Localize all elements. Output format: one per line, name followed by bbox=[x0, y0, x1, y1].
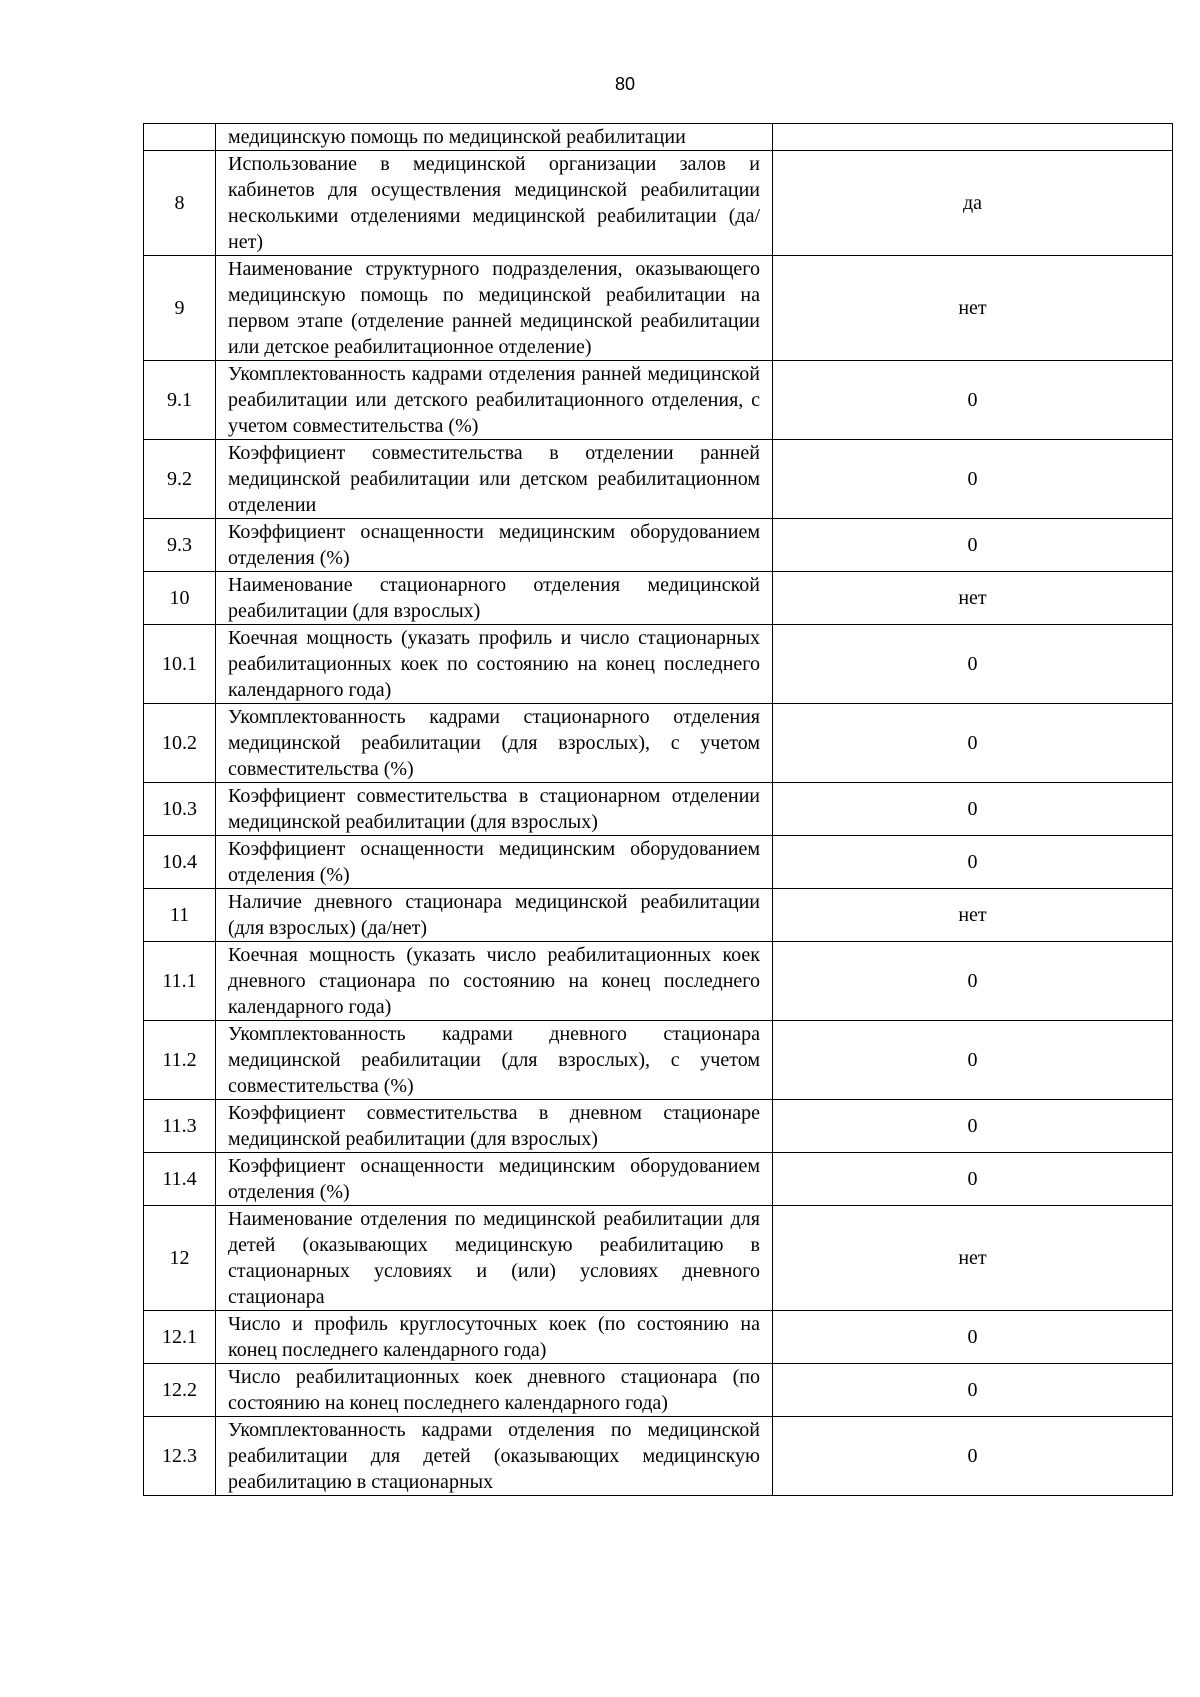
table-row bbox=[144, 889, 1173, 942]
indicator-value-cell: 0 bbox=[773, 440, 1173, 519]
table-row bbox=[144, 1311, 1173, 1364]
table-row bbox=[144, 783, 1173, 836]
indicator-description-cell: Укомплектованность кадрами отделения по медицинской реабилитации для детей (оказывающих медицинскую реабилитацию в стационарных bbox=[216, 1417, 773, 1496]
row-number-cell: 9.2 bbox=[144, 440, 216, 519]
indicator-description-cell: Коечная мощность (указать профиль и число стационарных реабилитационных коек по состоянию на конец последнего календарного года) bbox=[216, 625, 773, 704]
row-number-cell: 10 bbox=[144, 572, 216, 625]
row-number-cell: 10.3 bbox=[144, 783, 216, 836]
table-row bbox=[144, 1153, 1173, 1206]
indicator-description-cell: Наименование стационарного отделения медицинской реабилитации (для взрослых) bbox=[216, 572, 773, 625]
indicator-description-cell: Укомплектованность кадрами отделения ранней медицинской реабилитации или детского реабилитационного отделения, с учетом совместительства (%) bbox=[216, 361, 773, 440]
indicator-value-cell: 0 bbox=[773, 519, 1173, 572]
indicator-description-cell: Коэффициент оснащенности медицинским оборудованием отделения (%) bbox=[216, 836, 773, 889]
indicator-value-cell: нет bbox=[773, 1206, 1173, 1311]
indicator-description-cell: Укомплектованность кадрами дневного стационара медицинской реабилитации (для взрослых), с учетом совместительства (%) bbox=[216, 1021, 773, 1100]
indicator-description-cell: Коэффициент оснащенности медицинским оборудованием отделения (%) bbox=[216, 519, 773, 572]
table-row bbox=[144, 1364, 1173, 1417]
table-row bbox=[144, 1100, 1173, 1153]
indicator-value-cell: 0 bbox=[773, 942, 1173, 1021]
indicator-value-cell: нет bbox=[773, 572, 1173, 625]
indicator-value-cell: 0 bbox=[773, 1153, 1173, 1206]
row-number-cell: 9.1 bbox=[144, 361, 216, 440]
indicator-description-cell: медицинскую помощь по медицинской реабилитации bbox=[216, 124, 773, 151]
row-number-cell: 10.1 bbox=[144, 625, 216, 704]
row-number-cell: 9 bbox=[144, 256, 216, 361]
table-row bbox=[144, 942, 1173, 1021]
indicator-value-cell: 0 bbox=[773, 1417, 1173, 1496]
row-number-cell: 12.3 bbox=[144, 1417, 216, 1496]
indicator-value-cell: да bbox=[773, 151, 1173, 256]
indicator-value-cell: 0 bbox=[773, 1311, 1173, 1364]
table-row bbox=[144, 440, 1173, 519]
indicator-description-cell: Коечная мощность (указать число реабилитационных коек дневного стационара по состоянию на конец последнего календарного года) bbox=[216, 942, 773, 1021]
indicator-description-cell: Коэффициент оснащенности медицинским оборудованием отделения (%) bbox=[216, 1153, 773, 1206]
row-number-cell: 11.1 bbox=[144, 942, 216, 1021]
indicator-description-cell: Наименование структурного подразделения, оказывающего медицинскую помощь по медицинской реабилитации на первом этапе (отделение ранней медицинской реабилитации или детское реабилитационное отделение) bbox=[216, 256, 773, 361]
table-row bbox=[144, 625, 1173, 704]
table-row bbox=[144, 256, 1173, 361]
page-number: 80 bbox=[614, 74, 636, 94]
row-number-cell: 12.2 bbox=[144, 1364, 216, 1417]
indicator-description-cell: Использование в медицинской организации залов и кабинетов для осуществления медицинской реабилитации несколькими отделениями медицинской реабилитации (да/нет) bbox=[216, 151, 773, 256]
indicator-value-cell: 0 bbox=[773, 1100, 1173, 1153]
indicator-description-cell: Коэффициент совместительства в отделении ранней медицинской реабилитации или детском реабилитационном отделении bbox=[216, 440, 773, 519]
row-number-cell: 9.3 bbox=[144, 519, 216, 572]
row-number-cell: 11.4 bbox=[144, 1153, 216, 1206]
row-number-cell: 11.2 bbox=[144, 1021, 216, 1100]
rehabilitation-table bbox=[143, 123, 1173, 1496]
indicator-value-cell: 0 bbox=[773, 361, 1173, 440]
table-row bbox=[144, 361, 1173, 440]
indicator-description-cell: Укомплектованность кадрами стационарного отделения медицинской реабилитации (для взрослых), с учетом совместительства (%) bbox=[216, 704, 773, 783]
indicator-description-cell: Наименование отделения по медицинской реабилитации для детей (оказывающих медицинскую реабилитацию в стационарных условиях и (или) условиях дневного стационара bbox=[216, 1206, 773, 1311]
indicator-description-cell: Наличие дневного стационара медицинской реабилитации (для взрослых) (да/нет) bbox=[216, 889, 773, 942]
indicator-value-cell bbox=[773, 124, 1173, 151]
indicator-value-cell: 0 bbox=[773, 836, 1173, 889]
indicator-value-cell: 0 bbox=[773, 783, 1173, 836]
table-row bbox=[144, 1021, 1173, 1100]
row-number-cell: 10.4 bbox=[144, 836, 216, 889]
indicator-description-cell: Коэффициент совместительства в дневном стационаре медицинской реабилитации (для взрослых) bbox=[216, 1100, 773, 1153]
row-number-cell: 12 bbox=[144, 1206, 216, 1311]
table-row bbox=[144, 124, 1173, 151]
indicator-value-cell: нет bbox=[773, 256, 1173, 361]
indicator-value-cell: 0 bbox=[773, 1364, 1173, 1417]
indicator-value-cell: 0 bbox=[773, 1021, 1173, 1100]
table-row bbox=[144, 704, 1173, 783]
table-row bbox=[144, 519, 1173, 572]
row-number-cell: 10.2 bbox=[144, 704, 216, 783]
table-row bbox=[144, 1206, 1173, 1311]
indicator-value-cell: 0 bbox=[773, 704, 1173, 783]
indicator-description-cell: Коэффициент совместительства в стационарном отделении медицинской реабилитации (для взрослых) bbox=[216, 783, 773, 836]
indicator-description-cell: Число реабилитационных коек дневного стационара (по состоянию на конец последнего календарного года) bbox=[216, 1364, 773, 1417]
table-body bbox=[144, 124, 1173, 1496]
row-number-cell: 11 bbox=[144, 889, 216, 942]
table-row bbox=[144, 836, 1173, 889]
table-row bbox=[144, 1417, 1173, 1496]
row-number-cell: 11.3 bbox=[144, 1100, 216, 1153]
table-row bbox=[144, 572, 1173, 625]
table-row bbox=[144, 151, 1173, 256]
indicator-description-cell: Число и профиль круглосуточных коек (по состоянию на конец последнего календарного года) bbox=[216, 1311, 773, 1364]
row-number-cell: 8 bbox=[144, 151, 216, 256]
indicator-value-cell: нет bbox=[773, 889, 1173, 942]
row-number-cell: 12.1 bbox=[144, 1311, 216, 1364]
indicator-value-cell: 0 bbox=[773, 625, 1173, 704]
row-number-cell bbox=[144, 124, 216, 151]
